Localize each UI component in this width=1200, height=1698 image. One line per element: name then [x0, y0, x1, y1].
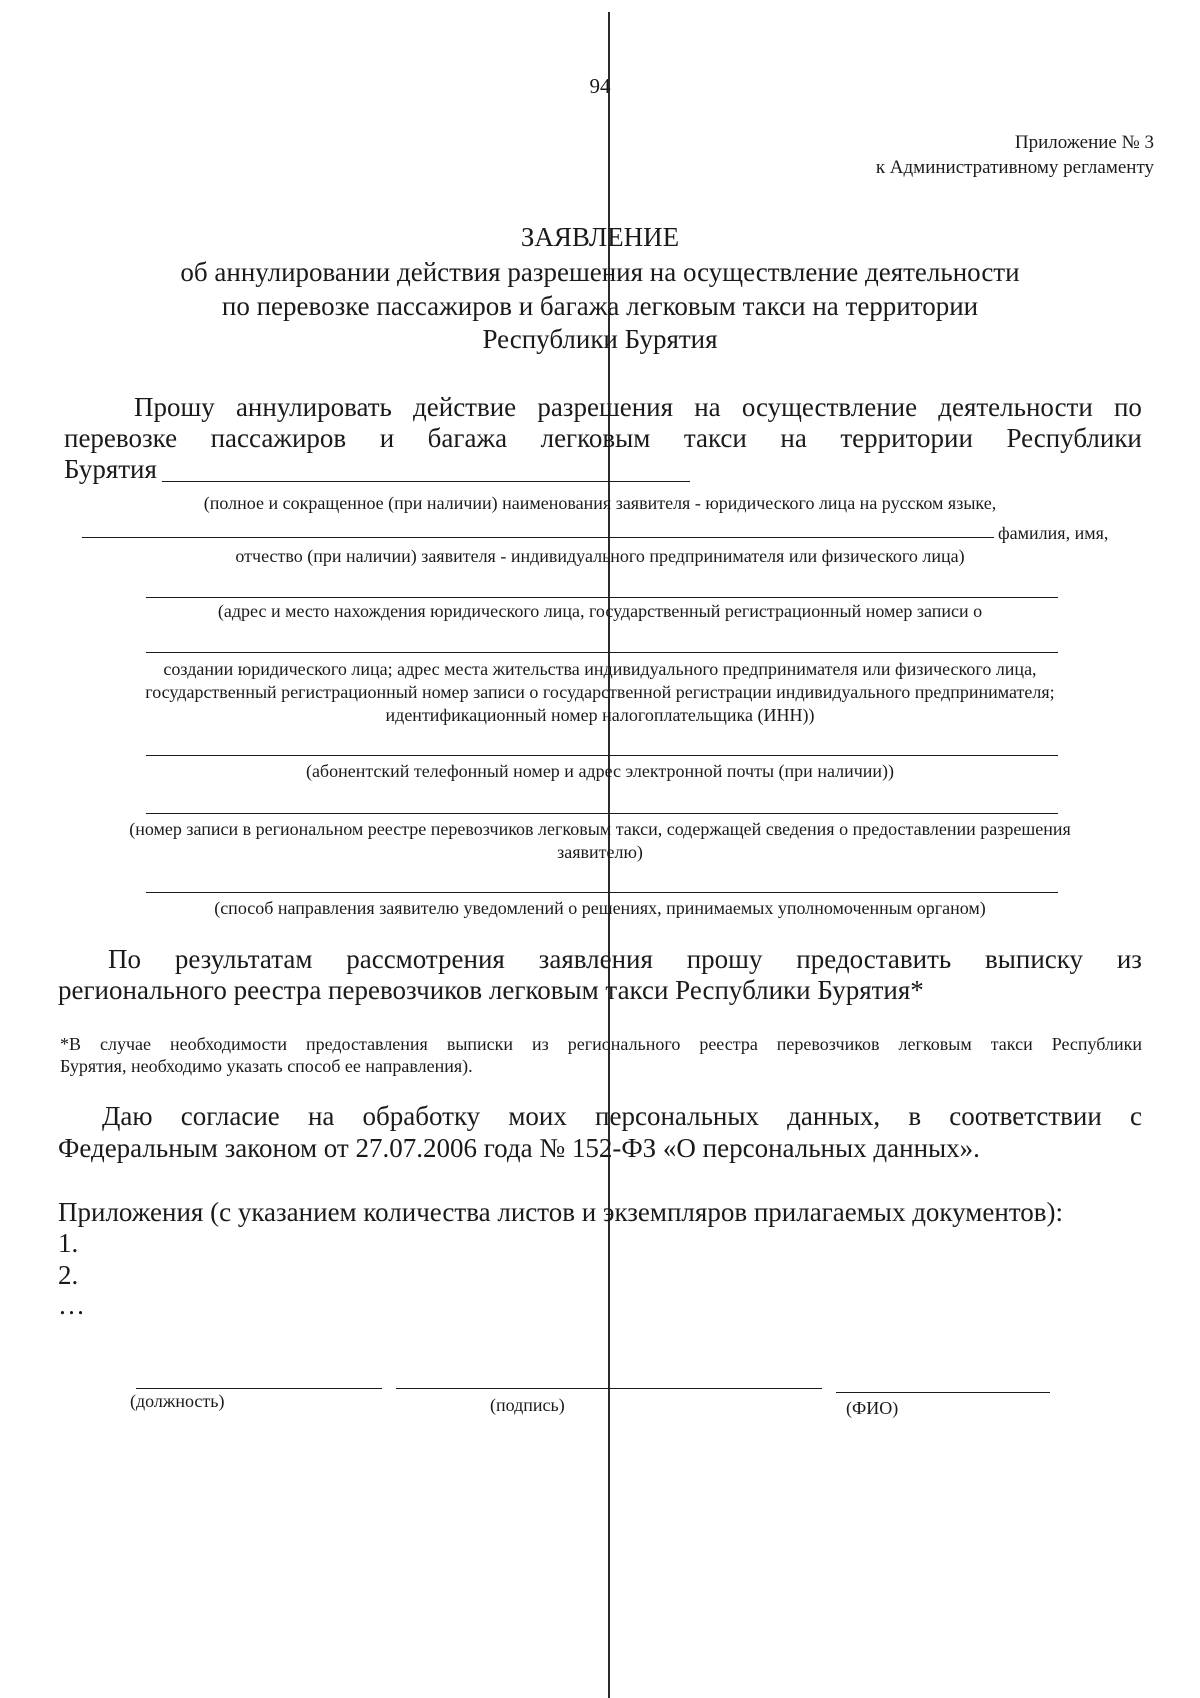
justified-word: из	[532, 1034, 549, 1054]
justified-word: действие	[413, 392, 517, 422]
justified-word: данных,	[787, 1101, 881, 1131]
justified-word: По	[108, 944, 141, 974]
signature-label: (подпись)	[490, 1395, 565, 1415]
consent-line2: Федеральным законом от 27.07.2006 года № 152-ФЗ «О персональных данных».	[58, 1133, 980, 1163]
justified-word: такси	[683, 423, 747, 453]
consent-line1	[102, 1101, 1142, 1132]
justified-word: персональных	[595, 1101, 760, 1131]
attachment-item-2: 2.	[58, 1260, 79, 1290]
footnote-line2: Бурятия, необходимо указать способ ее направления).	[60, 1056, 473, 1076]
justified-word: прошу	[686, 944, 763, 974]
extract-line2: регионального реестра перевозчиков легковым такси Республики Бурятия*	[58, 975, 924, 1005]
hint-address-line3: государственный регистрационный номер записи о государственной регистрации индивидуального предпринимателя;	[145, 682, 1055, 702]
hint-legal-name: (полное и сокращенное (при наличии) наименования заявителя - юридического лица на русском языке,	[203, 493, 997, 513]
justified-word: случае	[100, 1034, 152, 1054]
justified-word: Республики	[1051, 1034, 1142, 1054]
justified-word: такси	[990, 1034, 1033, 1054]
justified-word: Республики	[1006, 423, 1142, 453]
justified-word: предоставить	[796, 944, 952, 974]
justified-word: в	[908, 1101, 922, 1131]
justified-word: предоставления	[306, 1034, 428, 1054]
justified-word: реестра	[699, 1034, 758, 1054]
justified-word: согласие	[180, 1101, 280, 1131]
position-label: (должность)	[130, 1391, 225, 1411]
hint-address-line2: создании юридического лица; адрес места жительства индивидуального предпринимателя или физического лица,	[163, 659, 1037, 679]
justified-word: пассажиров	[210, 423, 347, 453]
applicant-name-blank[interactable]	[162, 481, 690, 482]
justified-word: заявления	[538, 944, 653, 974]
request-line1	[134, 392, 1142, 423]
justified-word: легковым	[898, 1034, 972, 1054]
justified-word: выписки	[446, 1034, 514, 1054]
attachment-item-3: …	[58, 1290, 85, 1320]
applicant-name-continuation-blank[interactable]	[82, 537, 994, 538]
appendix-label: Приложение № 3	[1014, 132, 1154, 153]
justified-word: соответствии	[949, 1101, 1102, 1131]
justified-word: осуществление	[741, 392, 918, 422]
justified-word: Прошу	[134, 392, 215, 422]
full-name-label: (ФИО)	[846, 1398, 899, 1418]
justified-word: моих	[508, 1101, 567, 1131]
justified-word: легковым	[540, 423, 651, 453]
justified-word: багажа	[427, 423, 508, 453]
phone-email-blank[interactable]	[146, 755, 1058, 756]
address-blank-2[interactable]	[146, 652, 1058, 653]
justified-word: перевозке	[64, 423, 178, 453]
page-number: 94	[589, 74, 611, 98]
justified-word: на	[694, 392, 721, 422]
hint-notification: (способ направления заявителю уведомлений о решениях, принимаемых уполномоченным органом)	[214, 898, 986, 918]
justified-word: Даю	[102, 1101, 153, 1131]
justified-word: на	[780, 423, 807, 453]
hint-phone-email: (абонентский телефонный номер и адрес электронной почты (при наличии))	[305, 761, 895, 781]
full-name-blank[interactable]	[836, 1392, 1050, 1393]
hint-person-name-suffix: фамилия, имя,	[998, 523, 1109, 543]
justified-word: выписку	[985, 944, 1084, 974]
justified-word: деятельности	[938, 392, 1093, 422]
document-subtitle-line3: Республики Бурятия	[482, 324, 718, 354]
justified-word: необходимости	[170, 1034, 288, 1054]
justified-word: аннулировать	[235, 392, 392, 422]
position-blank[interactable]	[136, 1388, 382, 1389]
justified-word: с	[1129, 1101, 1142, 1131]
justified-word: обработку	[362, 1101, 481, 1131]
request-line2	[64, 423, 1142, 454]
hint-address-line4: идентификационный номер налогоплательщика (ИНН))	[385, 705, 815, 725]
justified-word: по	[1113, 392, 1142, 422]
attachment-item-1: 1.	[58, 1228, 79, 1258]
notification-method-blank[interactable]	[146, 892, 1058, 893]
justified-word: территории	[840, 423, 973, 453]
address-blank-1[interactable]	[146, 597, 1058, 598]
hint-registry-line2: заявителю)	[557, 842, 643, 862]
registry-number-blank[interactable]	[146, 813, 1058, 814]
signature-blank[interactable]	[396, 1388, 822, 1389]
justified-word: перевозчиков	[776, 1034, 880, 1054]
justified-word: рассмотрения	[346, 944, 505, 974]
appendix-reference: к Административному регламенту	[875, 157, 1154, 178]
justified-word: и	[379, 423, 395, 453]
justified-word: результатам	[174, 944, 313, 974]
document-subtitle-line2: по перевозке пассажиров и багажа легковым такси на территории	[221, 291, 979, 321]
extract-line1	[108, 944, 1142, 975]
attachments-heading: Приложения (с указанием количества листов и экземпляров прилагаемых документов):	[58, 1197, 1064, 1227]
justified-word: из	[1116, 944, 1142, 974]
document-title: ЗАЯВЛЕНИЕ	[520, 222, 680, 252]
justified-word: *В	[60, 1034, 82, 1054]
document-subtitle-line1: об аннулировании действия разрешения на осуществление деятельности	[180, 257, 1020, 287]
justified-word: разрешения	[537, 392, 674, 422]
request-line3: Бурятия	[64, 454, 157, 484]
hint-person-name: отчество (при наличии) заявителя - индивидуального предпринимателя или физического лица)	[235, 546, 965, 566]
justified-word: на	[307, 1101, 335, 1131]
hint-address-line1: (адрес и место нахождения юридического лица, государственный регистрационный номер записи о	[217, 601, 983, 621]
hint-registry-line1: (номер записи в региональном реестре перевозчиков легковым такси, содержащей сведения о предоставлении разрешения	[129, 819, 1071, 839]
footnote-line1	[60, 1033, 1142, 1055]
justified-word: регионального	[567, 1034, 681, 1054]
